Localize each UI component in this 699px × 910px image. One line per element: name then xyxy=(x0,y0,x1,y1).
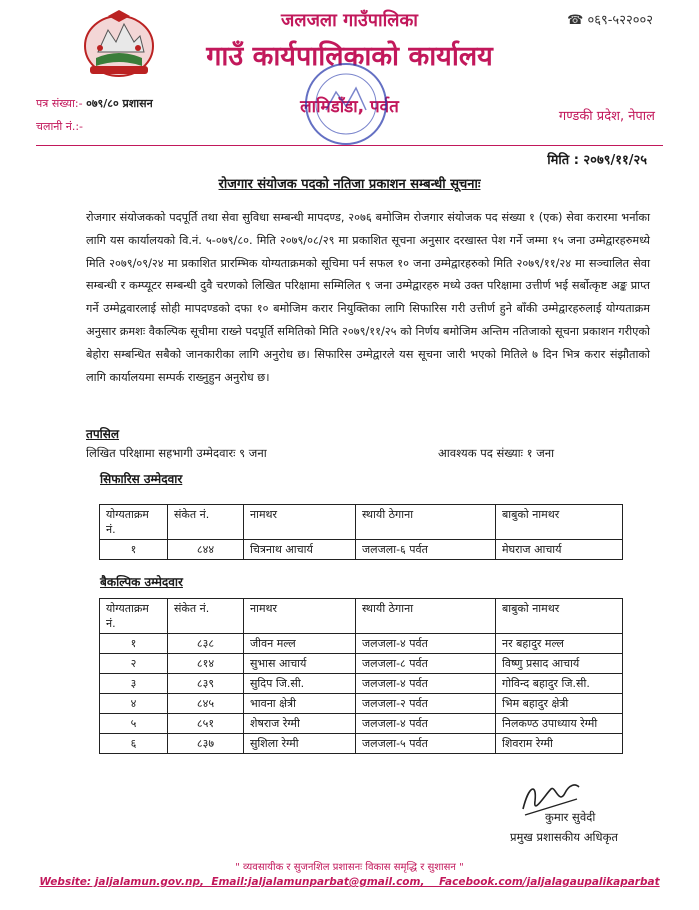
table-cell: सुदिप जि.सी. xyxy=(244,674,356,694)
table-row xyxy=(100,654,623,674)
table-cell: शेषराज रेग्मी xyxy=(244,714,356,734)
table-cell: ३ xyxy=(100,674,168,694)
table-cell: जलजला-६ पर्वत xyxy=(356,540,496,560)
office-location: लामिडाँडा, पर्वत xyxy=(300,97,399,117)
table-header-row xyxy=(100,505,623,540)
table-cell: भावना क्षेत्री xyxy=(244,694,356,714)
notice-subject: रोजगार संयोजक पदको नतिजा प्रकाशन सम्बन्धी सूचनाः xyxy=(218,177,481,192)
table-row xyxy=(100,540,623,560)
reference-number xyxy=(36,96,153,111)
table-cell: सुभास आचार्य xyxy=(244,654,356,674)
table-cell: जलजला-४ पर्वत xyxy=(356,674,496,694)
table-cell: ४ xyxy=(100,694,168,714)
notice-date: मिति : २०७९/११/२५ xyxy=(547,153,647,168)
column-header: स्थायी ठेगाना xyxy=(356,599,496,634)
table-cell: ८३८ xyxy=(168,634,244,654)
table-cell: ६ xyxy=(100,734,168,754)
table-cell: शिवराम रेग्मी xyxy=(496,734,623,754)
table-cell: जलजला-८ पर्वत xyxy=(356,654,496,674)
table-row xyxy=(100,714,623,734)
table-row xyxy=(100,694,623,714)
reference-value: ०७९/८० प्रशासन xyxy=(86,97,153,110)
slogan: " व्यवसायीक र सुजनशिल प्रशासनः विकास समृद्धि र सुशासन " xyxy=(235,862,464,873)
table-cell: जलजला-५ पर्वत xyxy=(356,734,496,754)
table-cell: चित्रनाथ आचार्य xyxy=(244,540,356,560)
table-cell: १ xyxy=(100,540,168,560)
column-header: नामथर xyxy=(244,599,356,634)
table-cell: ८१४ xyxy=(168,654,244,674)
signatory-title: प्रमुख प्रशासकीय अधिकृत xyxy=(510,830,618,844)
municipality-name: जलजला गाउँपालिका xyxy=(281,10,418,31)
table-cell: जीवन मल्ल xyxy=(244,634,356,654)
column-header: नामथर xyxy=(244,505,356,540)
province-name: गण्डकी प्रदेश, नेपाल xyxy=(558,109,655,124)
table-cell: जलजला-२ पर्वत xyxy=(356,694,496,714)
table-cell: १ xyxy=(100,634,168,654)
footer-contacts: Website: jaljalamun.gov.np, Email:jaljalamunparbat@gmail.com, Facebook.com/jaljalagaupalikaparbat xyxy=(39,876,660,888)
column-header: बाबुको नामथर xyxy=(496,505,623,540)
required-posts: आवश्यक पद संख्याः १ जना xyxy=(438,446,555,460)
table-cell: २ xyxy=(100,654,168,674)
exam-participants: लिखित परिक्षामा सहभागी उम्मेदवारः ९ जना xyxy=(86,446,267,460)
table-cell: ५ xyxy=(100,714,168,734)
column-header: बाबुको नामथर xyxy=(496,599,623,634)
table-cell: सुशिला रेग्मी xyxy=(244,734,356,754)
alternate-table xyxy=(99,598,623,754)
office-seal-icon xyxy=(302,60,390,148)
table-row xyxy=(100,634,623,654)
table-cell: मेघराज आचार्य xyxy=(496,540,623,560)
alternate-heading: बैकल्पिक उम्मेदवार xyxy=(100,575,183,589)
table-cell: ८५१ xyxy=(168,714,244,734)
table-cell: नर बहादुर मल्ल xyxy=(496,634,623,654)
table-cell: ८४५ xyxy=(168,694,244,714)
table-cell: भिम बहादुर क्षेत्री xyxy=(496,694,623,714)
header-divider xyxy=(36,145,663,146)
column-header: योग्यताक्रम नं. xyxy=(100,599,168,634)
table-cell: गोविन्द बहादुर जि.सी. xyxy=(496,674,623,694)
details-heading: तपसिल xyxy=(86,427,120,441)
phone-number: ☎ ०६९-५२२००२ xyxy=(567,13,653,28)
table-cell: जलजला-४ पर्वत xyxy=(356,714,496,734)
table-cell: ८३९ xyxy=(168,674,244,694)
recommended-table xyxy=(99,504,623,560)
table-row xyxy=(100,674,623,694)
notice-body: रोजगार संयोजकको पदपूर्ति तथा सेवा सुविधा सम्बन्धी मापदण्ड, २०७६ बमोजिम रोजगार संयोजक पद संख्या १ (एक) सेवा करारमा भर्नाका लागि यस कार्यालयको वि.नं. ५-०७९/८०. मिति २०७९/०८/२९ मा प्रकाशित सूचना अनुसार दरखास्त पेश गर्ने जम्मा १५ जना उम्मेद्वारहरुमध्ये मिति २०७९/०९/२४ मा प्रकाशित प्रारम्भिक योग्यताक्रमको सूचिमा पर्न सफल १० जना उम्मेद्वारहरुको मिति २०७९/११/२४ मा सञ्चालित सेवा सम्बन्धी र कम्प्यूटर सम्बन्धी दुवै चरणको लिखित परिक्षामा सम्मिलित ९ जना उम्मेद्वारहरु मध्ये उक्त परिक्षामा उत्तीर्ण भई सर्बोत्कृष्ट अङ्क प्राप्त गर्ने उम्मेद्ववारलाई सोही मापदण्डको दफा १० बमोजिम करार नियुक्तिका लागि सिफारिस गरी उत्तीर्ण हुने बाँकी उम्मेद्वारहरुलाई योग्यताक्रम अनुसार क्रमशः वैकल्पिक सूचीमा राख्ने पदपूर्ति समितिको मिति २०७९/११/२५ को निर्णय बमोजिम अन्तिम नतिजाको सूचना प्रकाशन गरीएको बेहोरा सम्बन्धित सबैको जानकारीका लागि अनुरोध छ। सिफारिस उम्मेद्वारले यस सूचना जारी भएको मितिले ७ दिन भित्र करार संझौताको लागि कार्यालयमा सम्पर्क राख्नुहुन अनुरोध छ। xyxy=(86,211,650,384)
table-cell: ८४४ xyxy=(168,540,244,560)
table-row xyxy=(100,734,623,754)
office-name: गाउँ कार्यपालिकाको कार्यालय xyxy=(206,41,493,72)
table-cell: निलकण्ठ उपाध्याय रेग्मी xyxy=(496,714,623,734)
table-header-row xyxy=(100,599,623,634)
table-cell: विष्णु प्रसाद आचार्य xyxy=(496,654,623,674)
column-header: स्थायी ठेगाना xyxy=(356,505,496,540)
column-header: योग्यताक्रम नं. xyxy=(100,505,168,540)
signatory-name: कुमार सुवेदी xyxy=(545,810,596,824)
recommended-heading: सिफारिस उम्मेदवार xyxy=(100,472,183,486)
dispatch-number-label: चलानी नं.:- xyxy=(36,120,84,133)
table-cell: जलजला-४ पर्वत xyxy=(356,634,496,654)
reference-label: पत्र संख्या:- xyxy=(36,97,83,110)
column-header: संकेत नं. xyxy=(168,505,244,540)
column-header: संकेत नं. xyxy=(168,599,244,634)
table-cell: ८३७ xyxy=(168,734,244,754)
